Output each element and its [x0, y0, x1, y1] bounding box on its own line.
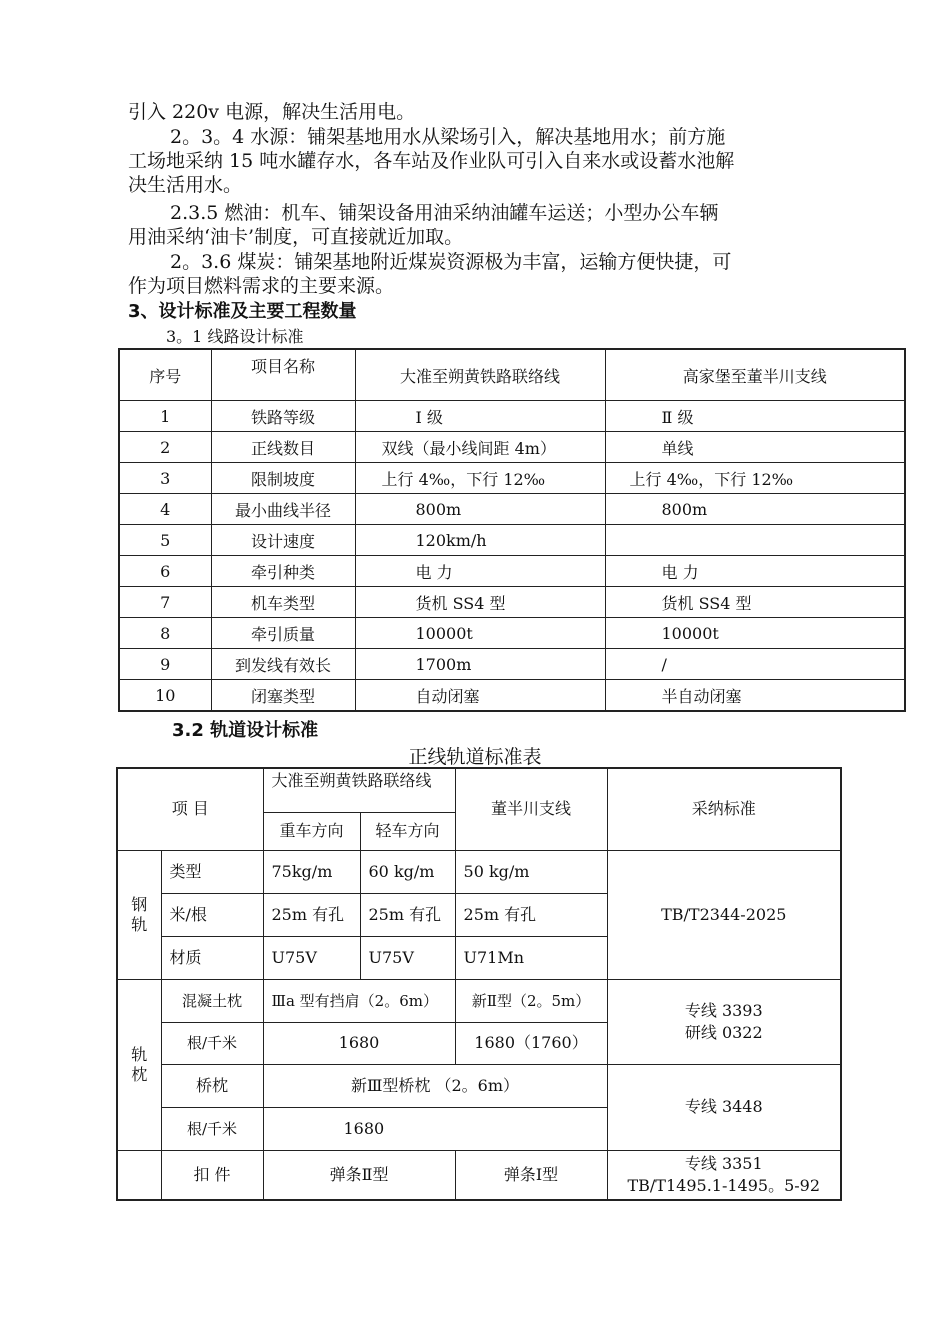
paragraph-coal-2: 作为项目燃料需求的主要来源。 [128, 275, 395, 297]
row-item-name: 设计速度 [211, 525, 355, 556]
table-row [119, 587, 905, 618]
rail-material-branch: U71Mn [455, 936, 607, 979]
row-index: 3 [119, 463, 211, 494]
table-row [119, 432, 905, 463]
row-line1-value: 上行 4‰，下行 12‰ [355, 463, 605, 494]
row-index: 6 [119, 556, 211, 587]
paragraph-fuel-2: 用油采纳‘油卡’制度，可直接就近加取。 [128, 226, 464, 248]
table-header-row [119, 349, 905, 401]
row-item-name: 最小曲线半径 [211, 494, 355, 525]
concrete-standard-2: 研线 0322 [684, 1022, 763, 1042]
bridge-sleeper-value: 新Ⅲ型桥枕 （2。6m） [263, 1064, 607, 1107]
row-line1-value: 自动闭塞 [355, 680, 605, 712]
row-index: 4 [119, 494, 211, 525]
row-line1-value: 800m [355, 494, 605, 525]
row-index: 1 [119, 401, 211, 432]
header-light-direction: 轻车方向 [360, 812, 455, 850]
row-index: 7 [119, 587, 211, 618]
row-item-name: 到发线有效长 [211, 649, 355, 680]
row-line1-value: 1700m [355, 649, 605, 680]
rail-length-heavy: 25m 有孔 [263, 893, 360, 936]
header-standard: 采纳标准 [607, 768, 841, 850]
paragraph-fuel-1: 2.3.5 燃油：机车、铺架设备用油采纳油罐车运送；小型办公车辆 [170, 202, 719, 224]
header-item-name: 项目名称 [211, 349, 355, 401]
table-row [119, 556, 905, 587]
rail-material-light: U75V [360, 936, 455, 979]
fastener-standard-1: 专线 3351 [684, 1153, 763, 1173]
bridge-sleeper-per-km-value: 1680 [263, 1107, 607, 1150]
row-line2-value: 10000t [605, 618, 905, 649]
row-line2-value: 上行 4‰，下行 12‰ [605, 463, 905, 494]
row-item-name: 牵引质量 [211, 618, 355, 649]
paragraph-power: 引入 220v 电源，解决生活用电。 [128, 101, 416, 123]
table-row [119, 618, 905, 649]
line-design-table-body [119, 401, 905, 712]
table-row [119, 525, 905, 556]
row-index: 9 [119, 649, 211, 680]
row-line2-value: Ⅱ 级 [605, 401, 905, 432]
bridge-sleeper-label: 桥枕 [161, 1064, 263, 1107]
header-line1: 大准至朔黄铁路联络线 [355, 349, 605, 401]
paragraph-coal-1: 2。3.6 煤炭：铺架基地附近煤炭资源极为丰富，运输方便快捷，可 [170, 251, 732, 273]
header-line1: 大准至朔黄铁路联络线 [263, 768, 455, 812]
rail-length-label: 米/根 [161, 893, 263, 936]
line-design-table [118, 348, 906, 712]
table-row [119, 463, 905, 494]
fastener-standard [607, 1150, 841, 1200]
row-line1-value: 电 力 [355, 556, 605, 587]
rail-type-heavy: 75kg/m [263, 850, 360, 893]
row-index: 10 [119, 680, 211, 712]
rail-type-light: 60 kg/m [360, 850, 455, 893]
rail-length-light: 25m 有孔 [360, 893, 455, 936]
concrete-sleeper-label: 混凝土枕 [161, 979, 263, 1022]
sleeper-per-km-label: 根/千米 [161, 1022, 263, 1064]
row-line1-value: I 级 [355, 401, 605, 432]
concrete-standard-1: 专线 3393 [684, 1000, 763, 1020]
paragraph-water-2: 工场地采纳 15 吨水罐存水，各车站及作业队可引入自来水或设蓄水池解 [128, 150, 735, 172]
row-line2-value: 单线 [605, 432, 905, 463]
rail-type-branch: 50 kg/m [455, 850, 607, 893]
section-3-1-title: 3。1 线路设计标准 [166, 327, 304, 346]
rail-material-label: 材质 [161, 936, 263, 979]
bridge-sleeper-per-km-label: 根/千米 [161, 1107, 263, 1150]
fastener-label: 扣 件 [161, 1150, 263, 1200]
track-table-title: 正线轨道标准表 [408, 746, 542, 768]
section-3-2-title: 3.2 轨道设计标准 [172, 720, 319, 741]
concrete-sleeper-line1: Ⅲa 型有挡肩（2。6m） [263, 979, 455, 1022]
rail-length-branch: 25m 有孔 [455, 893, 607, 936]
fastener-standard-2: TB/T1495.1-1495。5-92 [627, 1175, 821, 1195]
track-standard-table [116, 767, 842, 1201]
rail-material-heavy: U75V [263, 936, 360, 979]
row-line2-value [605, 525, 905, 556]
row-line2-value: 800m [605, 494, 905, 525]
paragraph-water-3: 决生活用水。 [128, 174, 243, 196]
header-line2: 高家堡至董半川支线 [605, 349, 905, 401]
row-index: 8 [119, 618, 211, 649]
concrete-sleeper-branch: 新Ⅱ型（2。5m） [455, 979, 607, 1022]
table-row [119, 401, 905, 432]
row-line2-value: 电 力 [605, 556, 905, 587]
row-item-name: 限制坡度 [211, 463, 355, 494]
rail-type-label: 类型 [161, 850, 263, 893]
bridge-sleeper-standard: 专线 3448 [607, 1064, 841, 1150]
row-index: 5 [119, 525, 211, 556]
row-line2-value: 半自动闭塞 [605, 680, 905, 712]
row-index: 2 [119, 432, 211, 463]
fastener-line1: 弹条Ⅱ型 [263, 1150, 455, 1200]
row-item-name: 闭塞类型 [211, 680, 355, 712]
row-item-name: 正线数目 [211, 432, 355, 463]
sleeper-per-km-branch: 1680（1760） [455, 1022, 607, 1064]
header-branch: 董半川支线 [455, 768, 607, 850]
row-item-name: 牵引种类 [211, 556, 355, 587]
header-index: 序号 [119, 349, 211, 401]
sleeper-group-label: 轨枕 [117, 979, 161, 1150]
row-line1-value: 120km/h [355, 525, 605, 556]
header-heavy-direction: 重车方向 [263, 812, 360, 850]
table-row [119, 649, 905, 680]
section-3-title: 3、设计标准及主要工程数量 [128, 301, 357, 322]
table-row [119, 494, 905, 525]
row-line1-value: 10000t [355, 618, 605, 649]
rail-group-label: 钢轨 [117, 850, 161, 979]
concrete-sleeper-standard [607, 979, 841, 1064]
paragraph-water-1: 2。3。4 水源：铺架基地用水从梁场引入，解决基地用水；前方施 [170, 126, 726, 148]
header-item: 项 目 [117, 768, 263, 850]
row-line2-value: 货机 SS4 型 [605, 587, 905, 618]
fastener-branch: 弹条Ⅰ型 [455, 1150, 607, 1200]
row-item-name: 铁路等级 [211, 401, 355, 432]
table-row [119, 680, 905, 712]
rail-standard: TB/T2344-2025 [607, 850, 841, 979]
fastener-blank-cell [117, 1150, 161, 1200]
row-line1-value: 双线（最小线间距 4m） [355, 432, 605, 463]
row-item-name: 机车类型 [211, 587, 355, 618]
row-line2-value: / [605, 649, 905, 680]
row-line1-value: 货机 SS4 型 [355, 587, 605, 618]
sleeper-per-km-line1: 1680 [263, 1022, 455, 1064]
